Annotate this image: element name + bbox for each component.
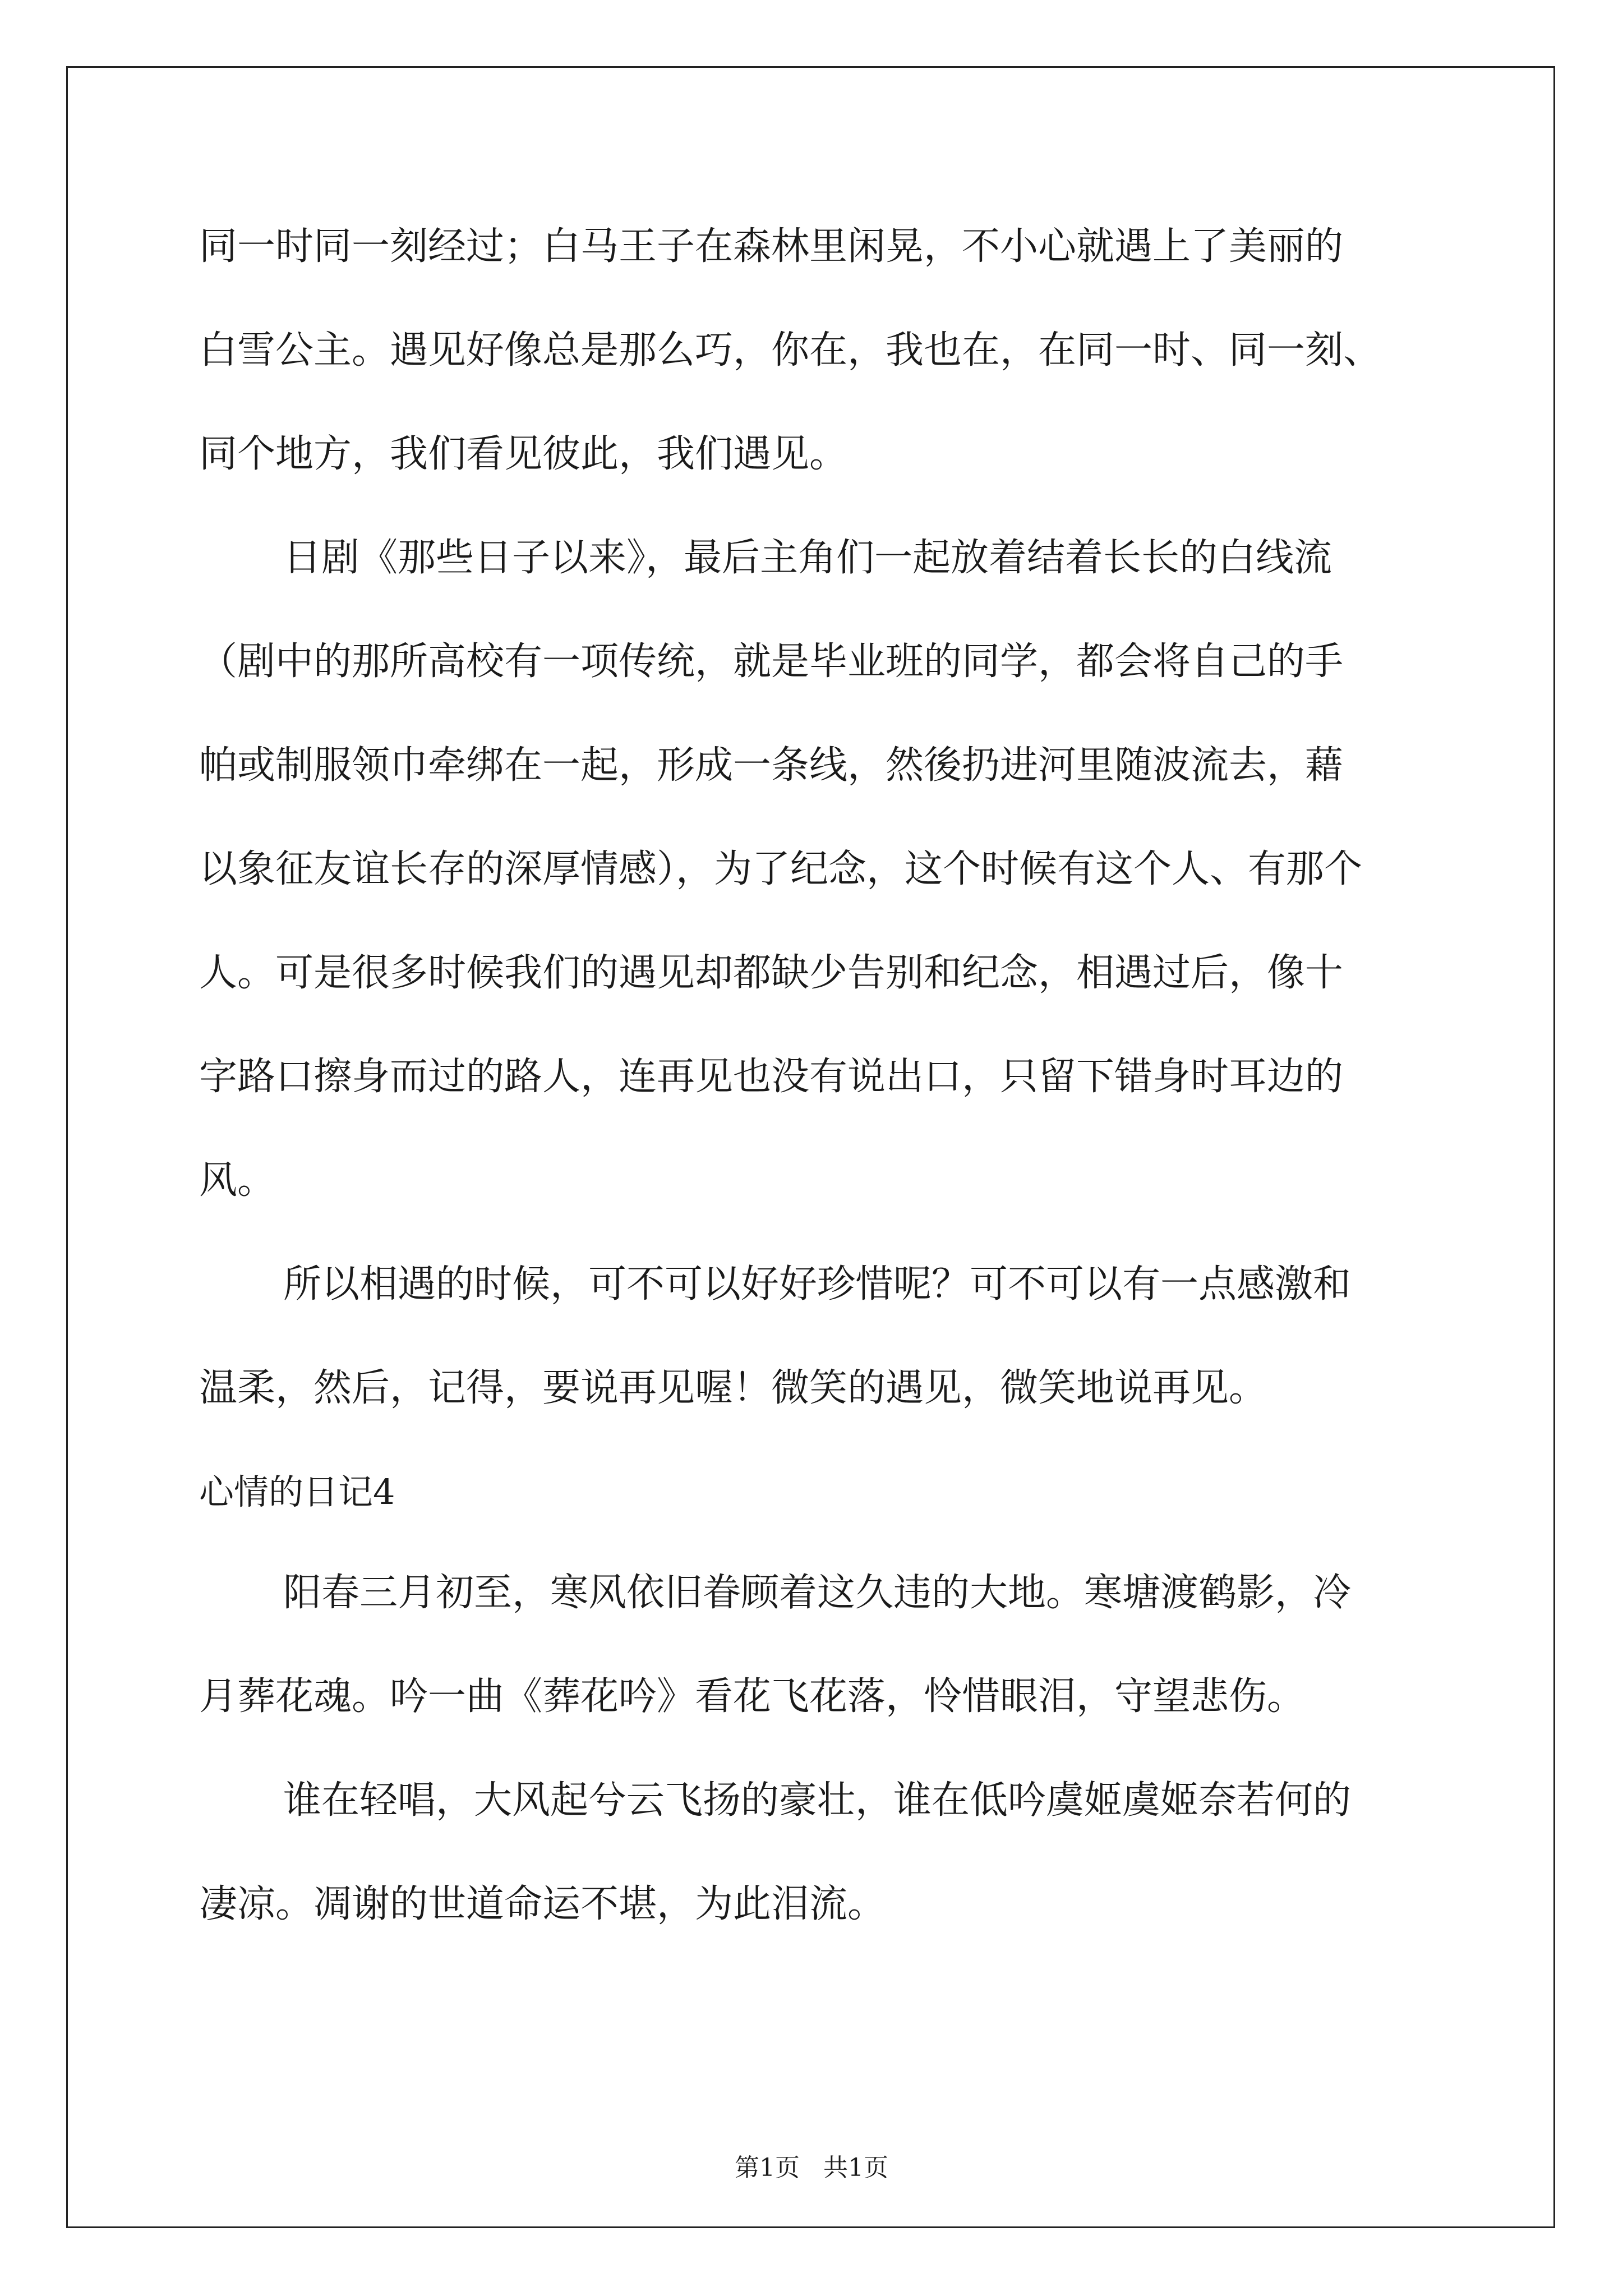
- text-line: 人。可是很多时候我们的遇见却都缺少告别和纪念，相遇过后，像十: [199, 951, 1344, 995]
- section-heading: 心情的日记4: [199, 1471, 395, 1512]
- text-line: 同个地方，我们看见彼此，我们遇见。: [199, 432, 848, 476]
- paragraph-start-line: 日剧《那些日子以来》，最后主角们一起放着结着长长的白线流: [283, 536, 1332, 580]
- text-line: 月葬花魂。吟一曲《葬花吟》看花飞花落，怜惜眼泪，守望悲伤。: [199, 1674, 1306, 1719]
- text-line: 白雪公主。遇见好像总是那么巧，你在，我也在，在同一时、同一刻、: [199, 328, 1382, 372]
- text-line: （剧中的那所高校有一项传统，就是毕业班的同学，都会将自己的手: [199, 639, 1344, 684]
- text-line: 同一时同一刻经过；白马王子在森林里闲晃，不小心就遇上了美丽的: [199, 224, 1344, 269]
- paragraph-start-line: 所以相遇的时候，可不可以好好珍惜呢？可不可以有一点感激和: [283, 1262, 1352, 1306]
- text-line: 风。: [199, 1158, 276, 1203]
- text-line: 凄凉。凋谢的世道命运不堪，为此泪流。: [199, 1882, 886, 1926]
- paragraph-start-line: 阳春三月初至，寒风依旧眷顾着这久违的大地。寒塘渡鹤影，冷: [283, 1571, 1352, 1615]
- text-line: 帕或制服领巾牵绑在一起，形成一条线，然後扔进河里随波流去，藉: [199, 743, 1344, 788]
- text-line: 字路口擦身而过的路人，连再见也没有说出口，只留下错身时耳边的: [199, 1055, 1344, 1099]
- text-line: 温柔，然后，记得，要说再见喔！微笑的遇见，微笑地说再见。: [199, 1366, 1267, 1410]
- paragraph-start-line: 谁在轻唱，大风起兮云飞扬的豪壮，谁在低吟虞姬虞姬奈若何的: [283, 1778, 1352, 1823]
- text-line: 以象征友谊长存的深厚情感），为了纪念，这个时候有这个人、有那个: [199, 847, 1363, 891]
- page-number-footer: 第1页 共1页: [735, 2154, 888, 2182]
